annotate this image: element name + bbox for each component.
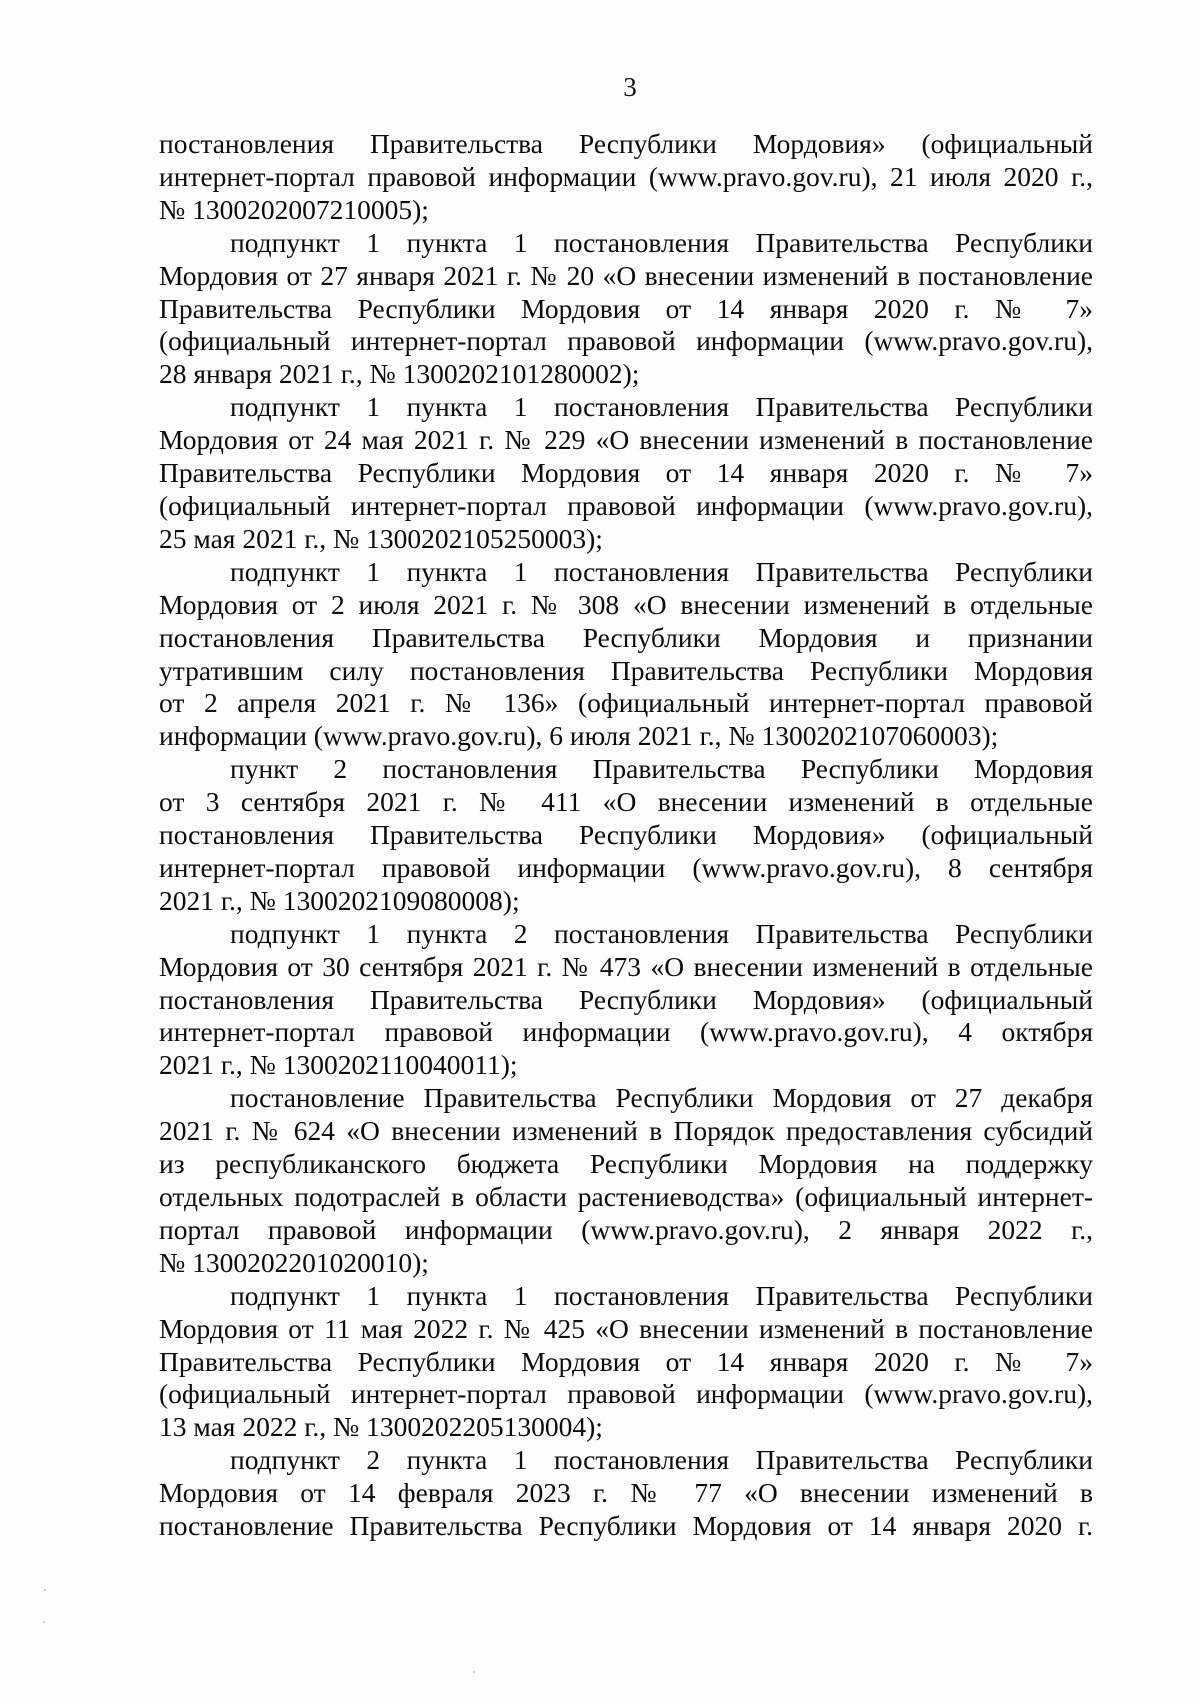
text-line: 2021 г., № 1300202109080008);: [159, 884, 520, 916]
scan-speck: [43, 1621, 45, 1623]
text-line: Мордовия от 30 сентября 2021 г. № 473 «О внесении изменений в отдельные: [159, 950, 1093, 982]
text-line: Мордовия от 24 мая 2021 г. № 229 «О внесении изменений в постановление: [159, 424, 1093, 456]
paragraph: [159, 1444, 1093, 1543]
paragraph: [159, 918, 1093, 1083]
paragraph: [159, 391, 1093, 556]
text-line: 2021 г., № 1300202110040011);: [159, 1049, 518, 1081]
text-line: 13 мая 2022 г., № 1300202205130004);: [159, 1411, 603, 1443]
text-line: подпункт 1 пункта 1 постановления Правительства Республики: [230, 555, 1093, 587]
text-line: № 1300202201020010);: [159, 1246, 429, 1278]
text-line: Мордовия от 14 февраля 2023 г. № 77 «О внесении изменений в: [159, 1477, 1093, 1509]
text-line: постановление Правительства Республики Мордовия от 27 декабря: [230, 1082, 1093, 1114]
text-line: постановления Правительства Республики Мордовия» (официальный: [159, 128, 1093, 159]
paragraph: [159, 1082, 1093, 1279]
scan-speck: [44, 1589, 46, 1591]
paragraph: [159, 753, 1093, 918]
paragraph: [159, 556, 1093, 753]
text-line: (официальный интернет-портал правовой информации (www.pravo.gov.ru),: [159, 1378, 1093, 1410]
text-line: из республиканского бюджета Республики Мордовия на поддержку: [159, 1148, 1093, 1180]
text-line: информации (www.pravo.gov.ru), 6 июля 2021 г., № 1300202107060003);: [159, 720, 999, 752]
text-line: отдельных подотраслей в области растениеводства» (официальный интернет-: [159, 1181, 1093, 1212]
text-line: (официальный интернет-портал правовой информации (www.pravo.gov.ru),: [159, 325, 1093, 357]
text-line: пункт 2 постановления Правительства Республики Мордовия: [230, 753, 1093, 785]
text-line: подпункт 2 пункта 1 постановления Правительства Республики: [230, 1444, 1093, 1476]
text-line: портал правовой информации (www.pravo.gov.ru), 2 января 2022 г.,: [159, 1213, 1093, 1245]
text-line: постановления Правительства Республики Мордовия» (официальный: [159, 819, 1093, 851]
text-line: Правительства Республики Мордовия от 14 января 2020 г. № 7»: [159, 1345, 1093, 1377]
scan-speck: [473, 1671, 475, 1673]
text-line: подпункт 1 пункта 1 постановления Правительства Республики: [230, 226, 1093, 258]
text-line: от 3 сентября 2021 г. № 411 «О внесении изменений в отдельные: [159, 786, 1093, 818]
paragraph: [159, 1280, 1093, 1445]
page-number: 3: [623, 72, 637, 102]
text-line: Мордовия от 27 января 2021 г. № 20 «О внесении изменений в постановление: [159, 259, 1093, 291]
paragraph: [159, 128, 1093, 227]
text-line: подпункт 1 пункта 1 постановления Правительства Республики: [230, 391, 1093, 423]
text-line: интернет-портал правовой информации (www.pravo.gov.ru), 21 июля 2020 г.,: [159, 160, 1093, 192]
text-line: 2021 г. № 624 «О внесении изменений в Порядок предоставления субсидий: [159, 1115, 1093, 1147]
text-line: утратившим силу постановления Правительства Республики Мордовия: [159, 654, 1093, 686]
document-body: [159, 128, 1093, 1543]
text-line: интернет-портал правовой информации (www.pravo.gov.ru), 4 октября: [159, 1016, 1093, 1048]
text-line: Правительства Республики Мордовия от 14 января 2020 г. № 7»: [159, 292, 1093, 324]
text-line: подпункт 1 пункта 1 постановления Правительства Республики: [230, 1279, 1093, 1311]
text-line: № 1300202007210005);: [159, 193, 429, 225]
text-line: интернет-портал правовой информации (www.pravo.gov.ru), 8 сентября: [159, 851, 1093, 883]
text-line: постановление Правительства Республики Мордовия от 14 января 2020 г.: [159, 1510, 1093, 1542]
paragraph: [159, 227, 1093, 392]
text-line: Правительства Республики Мордовия от 14 января 2020 г. № 7»: [159, 457, 1093, 489]
text-line: постановления Правительства Республики Мордовия» (официальный: [159, 983, 1093, 1015]
text-line: постановления Правительства Республики Мордовия и признании: [159, 621, 1093, 653]
text-line: Мордовия от 11 мая 2022 г. № 425 «О внесении изменений в постановление: [159, 1312, 1093, 1344]
text-line: 25 мая 2021 г., № 1300202105250003);: [159, 522, 603, 554]
text-line: Мордовия от 2 июля 2021 г. № 308 «О внесении изменений в отдельные: [159, 588, 1093, 620]
text-line: подпункт 1 пункта 2 постановления Правительства Республики: [230, 917, 1093, 949]
text-line: от 2 апреля 2021 г. № 136» (официальный интернет-портал правовой: [159, 687, 1093, 719]
text-line: 28 января 2021 г., № 1300202101280002);: [159, 358, 640, 390]
text-line: (официальный интернет-портал правовой информации (www.pravo.gov.ru),: [159, 489, 1093, 521]
